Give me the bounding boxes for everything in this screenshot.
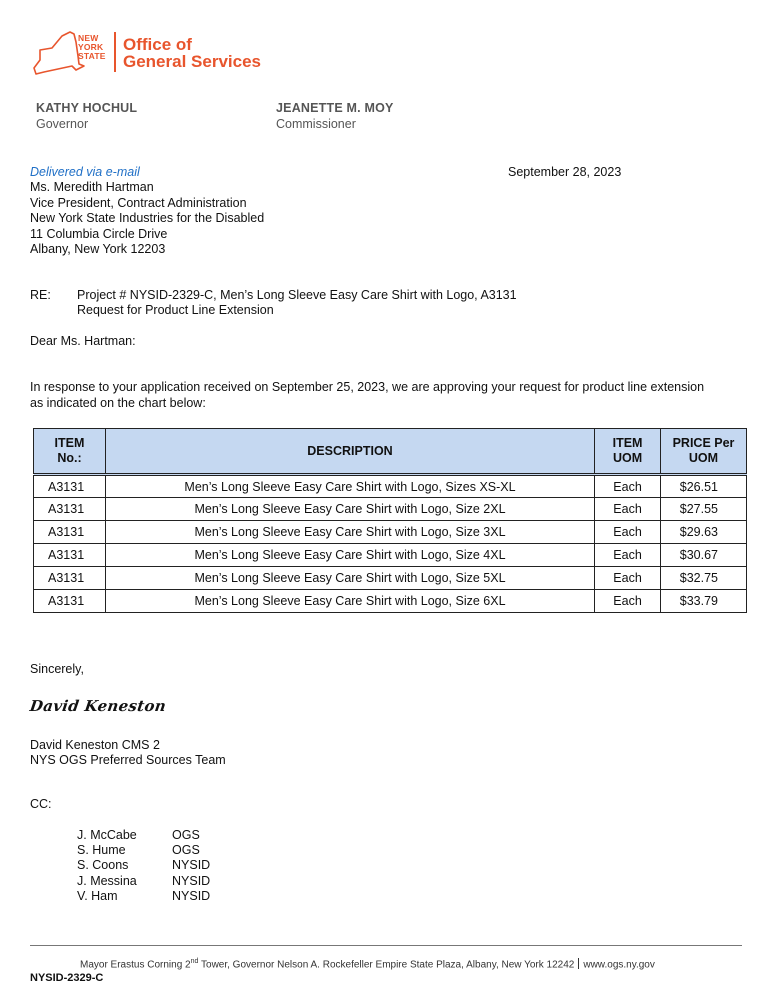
- body-line-1: In response to your application received on September 25, 2023, we are approving your request for product line extension: [30, 380, 705, 394]
- table-row: [34, 544, 747, 567]
- document-code: NYSID-2329-C: [30, 972, 104, 984]
- governor-title: Governor: [36, 117, 89, 131]
- re-line-2: Request for Product Line Extension: [77, 303, 274, 317]
- cell-price: $32.75: [661, 567, 747, 590]
- cell-item-no: A3131: [34, 567, 106, 590]
- cell-description: Men’s Long Sleeve Easy Care Shirt with Logo, Size 5XL: [105, 567, 594, 590]
- cell-description: Men’s Long Sleeve Easy Care Shirt with Logo, Size 2XL: [105, 498, 594, 521]
- signer-name: David Keneston CMS 2: [30, 738, 160, 752]
- cc-org: OGS: [172, 828, 200, 842]
- commissioner-name: JEANETTE M. MOY: [276, 101, 394, 115]
- table-row: [34, 498, 747, 521]
- recipient-line: 11 Columbia Circle Drive: [30, 226, 168, 241]
- cc-org: NYSID: [172, 889, 211, 903]
- header-description: DESCRIPTION: [105, 429, 594, 475]
- cell-item-no: A3131: [34, 544, 106, 567]
- cc-org: OGS: [172, 843, 200, 857]
- governor-name: KATHY HOCHUL: [36, 101, 138, 115]
- cell-price: $33.79: [661, 590, 747, 613]
- cc-name: V. Ham: [77, 889, 118, 903]
- table-row: [34, 567, 747, 590]
- signature: David Keneston: [28, 697, 168, 715]
- header-item-uom: ITEM UOM: [595, 429, 661, 475]
- logo-state-line-1: NEW: [78, 33, 99, 43]
- table-header-row: [34, 429, 747, 475]
- re-label: RE:: [30, 288, 51, 302]
- cell-description: Men’s Long Sleeve Easy Care Shirt with Logo, Size 4XL: [105, 544, 594, 567]
- table-row: [34, 590, 747, 613]
- cell-item-no: A3131: [34, 498, 106, 521]
- cc-org: NYSID: [172, 858, 211, 872]
- cell-uom: Each: [595, 475, 661, 498]
- footer-address-sup: nd: [190, 958, 199, 965]
- footer-separator: [578, 958, 579, 969]
- cell-description: Men’s Long Sleeve Easy Care Shirt with Logo, Size 6XL: [105, 590, 594, 613]
- cell-description: Men’s Long Sleeve Easy Care Shirt with Logo, Size 3XL: [105, 521, 594, 544]
- valediction: Sincerely,: [30, 662, 84, 676]
- logo-name-line-2: General Services: [123, 52, 261, 71]
- header-price-per-uom: PRICE Per UOM: [661, 429, 747, 475]
- cc-name: S. Coons: [77, 858, 129, 872]
- logo-state-line-2: YORK: [78, 42, 104, 52]
- logo-divider: [114, 32, 116, 72]
- footer-address-post: Tower, Governor Nelson A. Rockefeller Empire State Plaza, Albany, New York 12242: [198, 959, 575, 971]
- cell-uom: Each: [595, 498, 661, 521]
- commissioner-title: Commissioner: [276, 117, 356, 131]
- cell-uom: Each: [595, 590, 661, 613]
- salutation: Dear Ms. Hartman:: [30, 334, 136, 348]
- cc-name: J. McCabe: [77, 828, 137, 842]
- cell-uom: Each: [595, 544, 661, 567]
- table-row: [34, 521, 747, 544]
- recipient-line: Ms. Meredith Hartman: [30, 180, 154, 194]
- body-line-2: as indicated on the chart below:: [30, 396, 206, 410]
- cell-uom: Each: [595, 567, 661, 590]
- delivery-method: Delivered via e-mail: [30, 165, 140, 179]
- recipient-line: New York State Industries for the Disabled: [30, 211, 265, 225]
- cc-org: NYSID: [172, 874, 211, 888]
- signer-team: NYS OGS Preferred Sources Team: [30, 753, 226, 767]
- footer-address-pre: Mayor Erastus Corning 2: [80, 959, 191, 971]
- re-line-1: Project # NYSID-2329-C, Men’s Long Sleeve Easy Care Shirt with Logo, A3131: [77, 288, 517, 302]
- logo-state-line-3: STATE: [78, 51, 106, 61]
- cell-price: $30.67: [661, 544, 747, 567]
- table-row: [34, 475, 747, 498]
- cell-item-no: A3131: [34, 475, 106, 498]
- cell-description: Men’s Long Sleeve Easy Care Shirt with Logo, Sizes XS-XL: [105, 475, 594, 498]
- cell-price: $26.51: [661, 475, 747, 498]
- cc-name: S. Hume: [77, 843, 126, 857]
- recipient-line: Albany, New York 12203: [30, 242, 166, 256]
- cc-name: J. Messina: [77, 874, 137, 888]
- letter-date: September 28, 2023: [508, 165, 622, 179]
- cell-price: $27.55: [661, 498, 747, 521]
- product-price-table: [33, 428, 747, 613]
- footer-address: [80, 958, 655, 970]
- cc-list: [0, 828, 300, 908]
- footer-website[interactable]: www.ogs.ny.gov: [583, 959, 655, 971]
- header-item-no: ITEM No.:: [34, 429, 106, 475]
- cell-uom: Each: [595, 521, 661, 544]
- recipient-address: [30, 180, 264, 258]
- cell-item-no: A3131: [34, 521, 106, 544]
- cell-price: $29.63: [661, 521, 747, 544]
- footer-divider: [30, 945, 742, 946]
- ogs-logo: [32, 30, 272, 80]
- cell-item-no: A3131: [34, 590, 106, 613]
- cc-label: CC:: [30, 797, 52, 811]
- recipient-line: Vice President, Contract Administration: [30, 195, 247, 210]
- logo-name-line-1: Office of: [123, 35, 192, 54]
